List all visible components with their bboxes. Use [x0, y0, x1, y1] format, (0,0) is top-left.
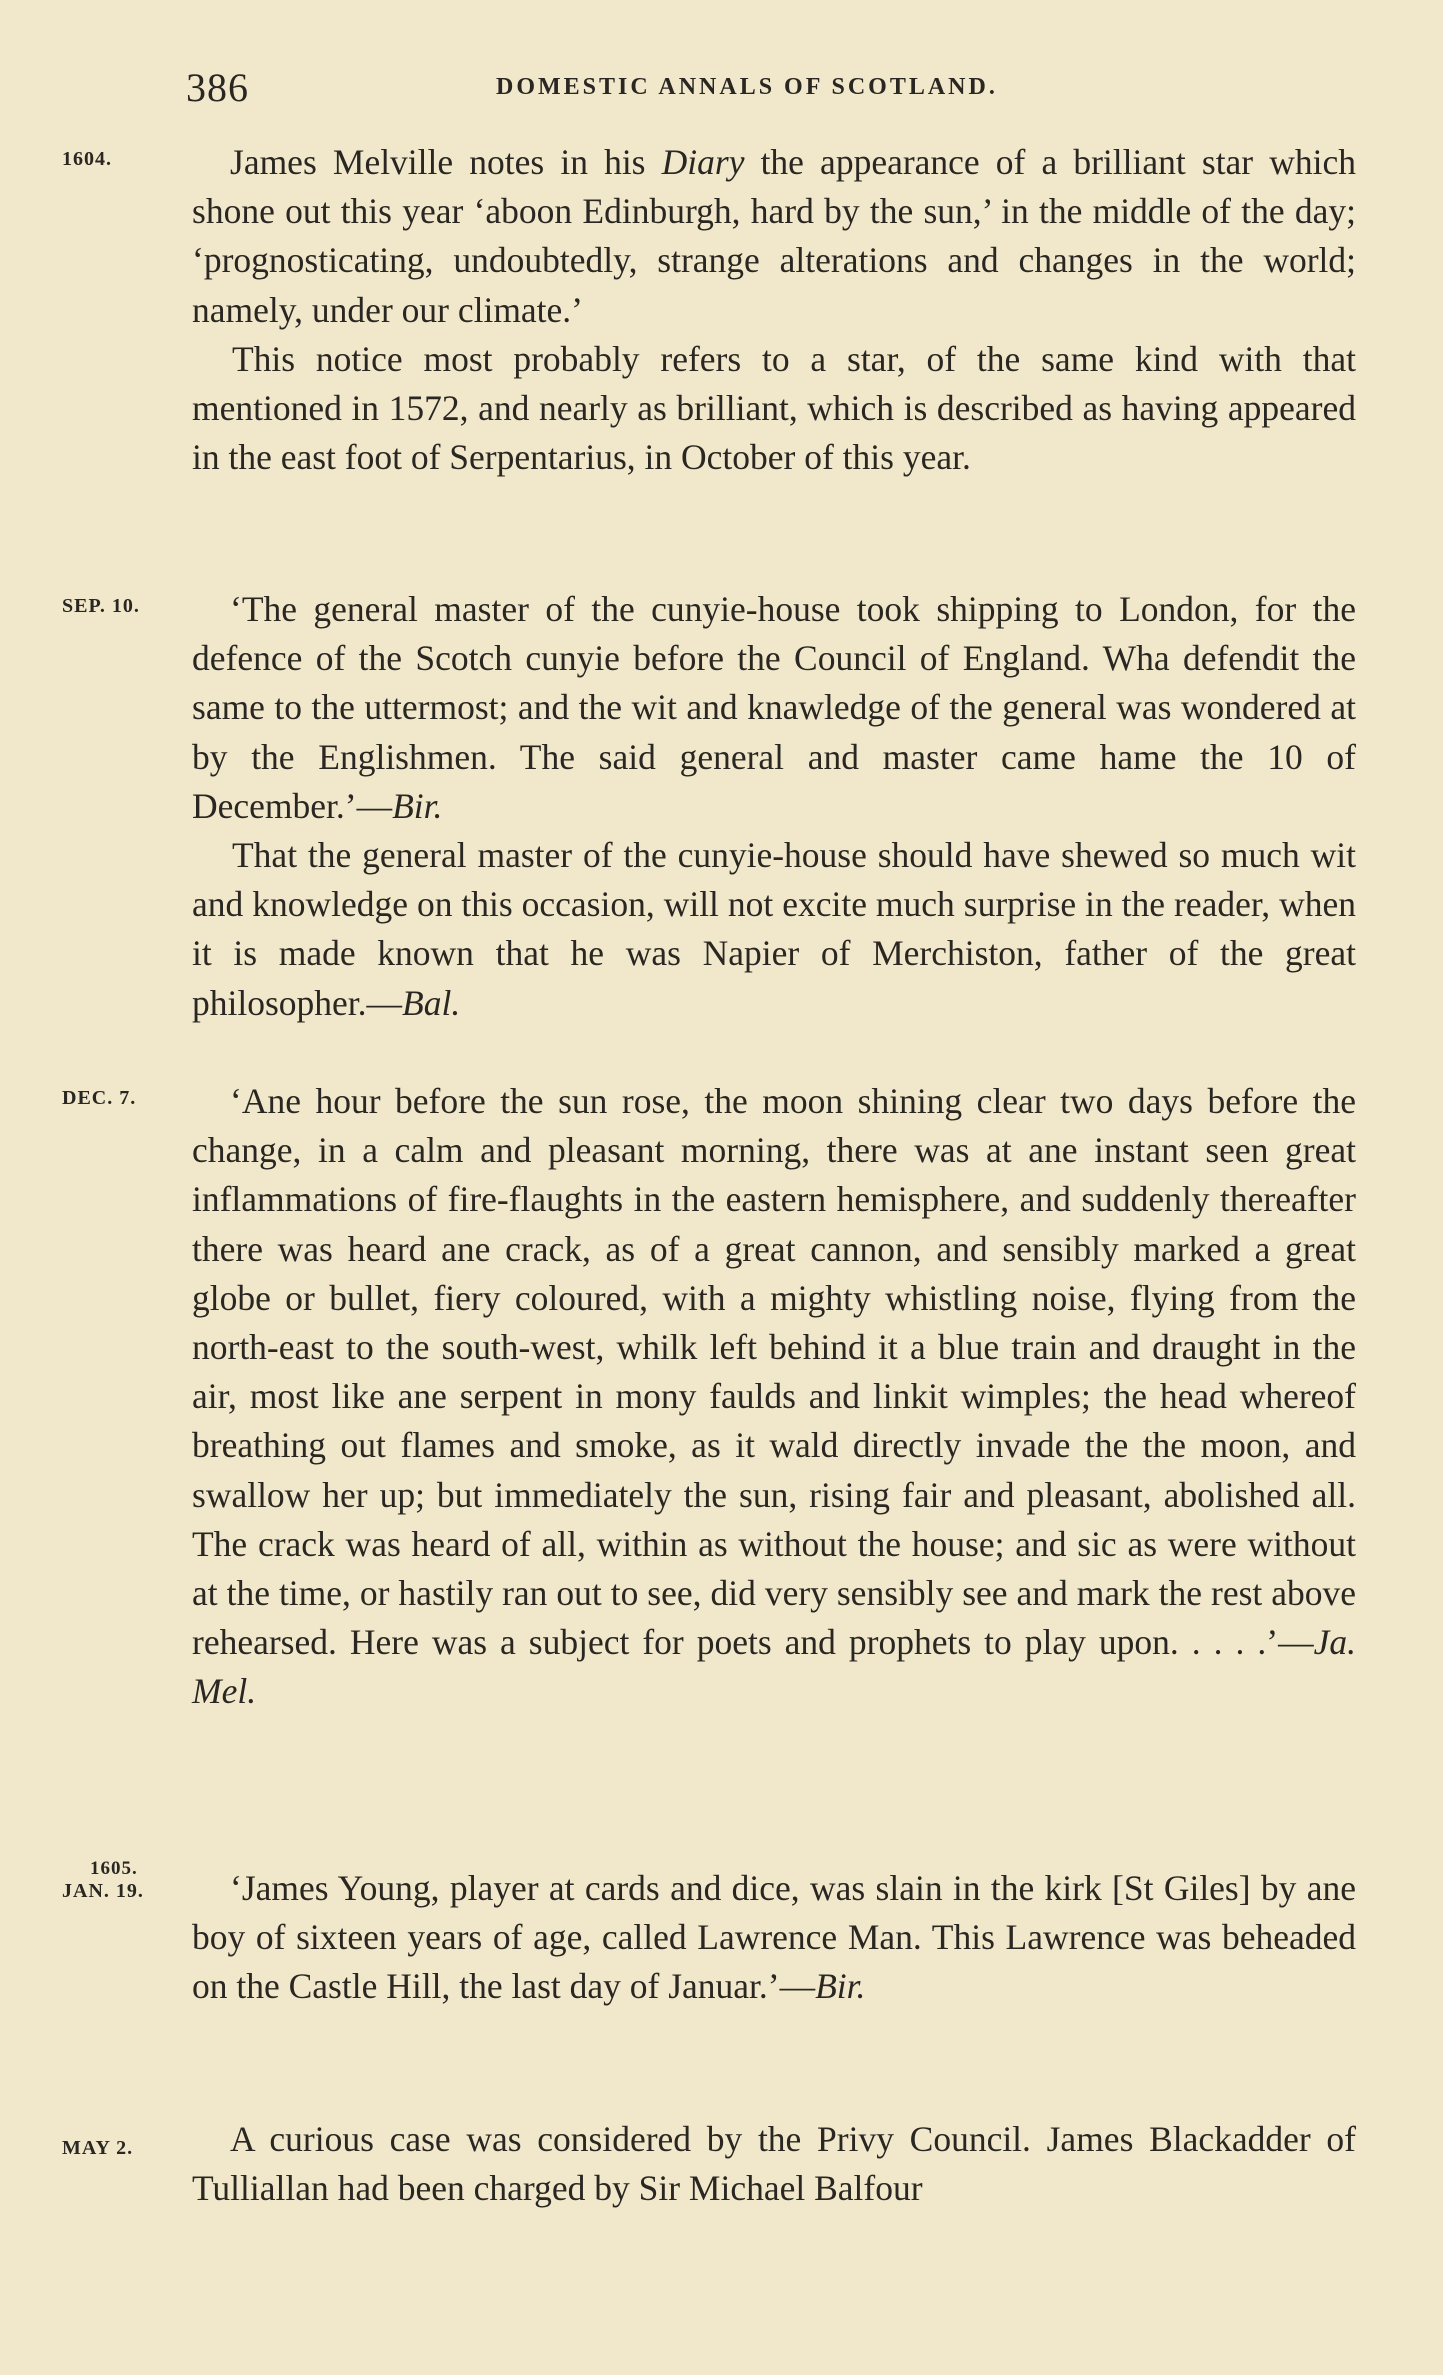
- paragraph: [192, 138, 1356, 335]
- margin-date: JAN. 19.: [62, 1880, 144, 1902]
- paragraph: [192, 585, 1356, 831]
- source-citation: Bir.: [392, 785, 443, 826]
- margin-date: MAY 2.: [62, 2137, 134, 2159]
- text-run: the appearance of a brilliant star which shone out this year ‘aboon Edinburgh, hard by the sun,’ in the middle of the day; ‘prognosticating, undoubtedly, strange alterations and changes in the world; namely, under our climate.’: [192, 142, 1357, 330]
- entry-body: [192, 2115, 1356, 2213]
- paragraph: [192, 2115, 1356, 2213]
- text-run: That the general master of the cunyie-house should have shewed so much wit and knowledge on this occasion, will not excite much surprise in the reader, when it is made known that he was Napier of Merchiston, father of the great philosopher.—: [192, 835, 1356, 1023]
- margin-note: [62, 1087, 192, 1110]
- margin-note: [62, 2137, 192, 2160]
- text-run: ‘Ane hour before the sun rose, the moon shining clear two days before the change, in a calm and pleasant morning, there was at ane instant seen great inflammations of fire-flaughts in the eastern hemisphere, and suddenly thereafter there was heard ane crack, as of a great cannon, and sensibly marked a great globe or bullet, fiery coloured, with a mighty whistling noise, flying from the north-east to the south-west, whilk left behind it a blue train and draught in the air, most like ane serpent in mony faulds and linkit wimples; the head whereof breathing out flames and smoke, as it wald directly invade the the moon, and swallow her up; but immediately the sun, rising fair and pleasant, abolished all. The crack was heard of all, within as without the house; and sic as were without at the time, or hastily ran out to see, did very sensibly see and mark the rest above rehearsed. Here was a subject for poets and prophets to play upon. . . . .’—: [192, 1081, 1356, 1663]
- text-run: James Melville notes in his: [230, 142, 662, 182]
- paragraph: [192, 831, 1356, 1028]
- text-run: A curious case was considered by the Privy Council. James Blackadder of Tulliallan had been charged by Sir Michael Balfour: [192, 2119, 1356, 2209]
- margin-date: 1604.: [62, 148, 112, 170]
- italic-title: Diary: [661, 142, 745, 182]
- text-run: ‘James Young, player at cards and dice, was slain in the kirk [St Giles] by ane boy of sixteen years of age, called Lawrence Man. This Lawrence was beheaded on the Castle Hill, the last day of Januar.’—: [192, 1868, 1356, 2007]
- paragraph: [192, 335, 1356, 483]
- margin-note: [62, 1858, 192, 1903]
- paragraph: [192, 1864, 1356, 2012]
- margin-date: DEC. 7.: [62, 1087, 137, 1109]
- text-run: This notice most probably refers to a star, of the same kind with that mentioned in 1572, and nearly as brilliant, which is described as having appeared in the east foot of Serpentarius, in October of this year.: [192, 338, 1356, 478]
- source-citation: Ja. Mel.: [192, 1622, 1356, 1712]
- margin-date: SEP. 10.: [62, 595, 140, 617]
- entry-body: [192, 1077, 1356, 1717]
- margin-note: [62, 595, 192, 618]
- running-title: DOMESTIC ANNALS OF SCOTLAND.: [496, 74, 998, 100]
- source-citation: Bir.: [815, 1966, 866, 2007]
- source-citation: Bal.: [402, 982, 461, 1023]
- entry-body: [192, 138, 1356, 482]
- page-number: 386: [186, 65, 249, 110]
- entry-body: [192, 585, 1356, 1028]
- text-run: ‘The general master of the cunyie-house took shipping to London, for the defence of the Scotch cunyie before the Council of England. Wha defendit the same to the uttermost; and the wit and knawledge of the general was wondered at by the Englishmen. The said general and master came hame the 10 of December.’—: [192, 589, 1356, 826]
- entry-body: [192, 1864, 1356, 2012]
- paragraph: [192, 1077, 1356, 1717]
- margin-year: 1605.: [90, 1858, 138, 1879]
- margin-note: [62, 148, 192, 171]
- page-header: [186, 58, 1358, 118]
